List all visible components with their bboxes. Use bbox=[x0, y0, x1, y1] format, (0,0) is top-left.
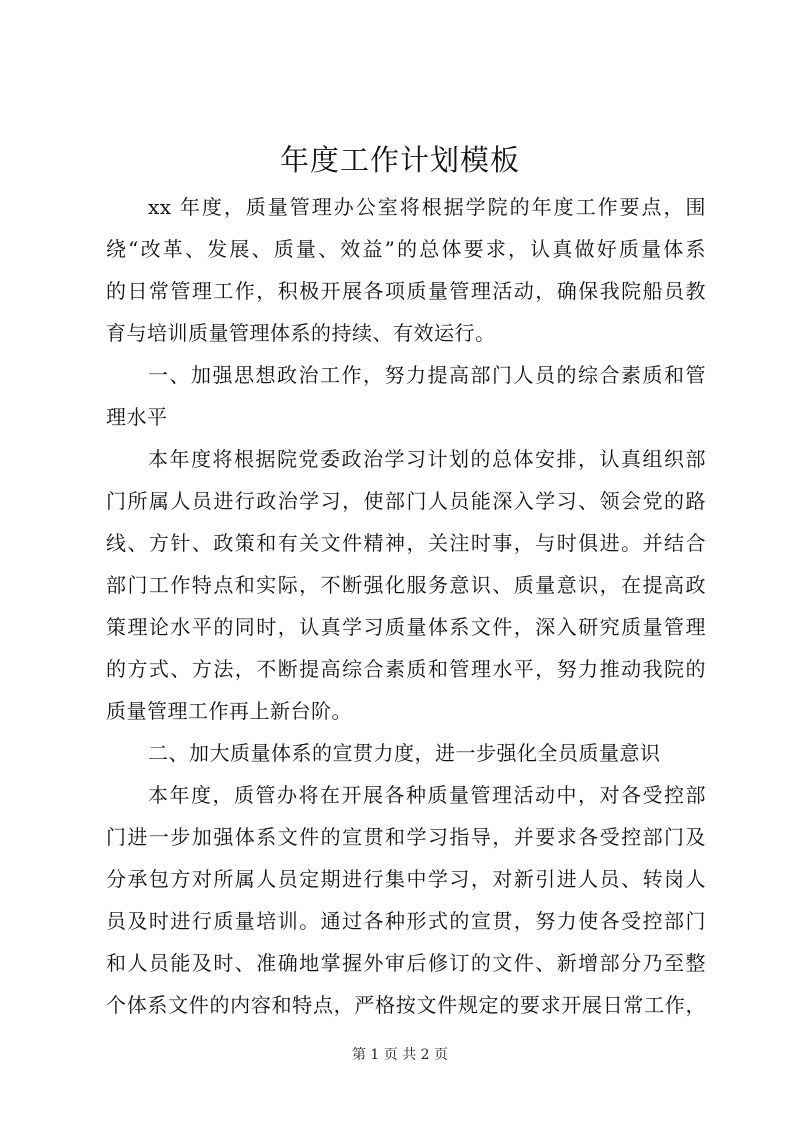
text-line: 门所属人员进行政治学习，使部门人员能深入学习、领会党的路 bbox=[106, 489, 706, 513]
text-line: 门进一步加强体系文件的宣贯和学习指导，并要求各受控部门及 bbox=[106, 825, 706, 849]
text-line: 员及时进行质量培训。通过各种形式的宣贯，努力使各受控部门 bbox=[106, 909, 706, 933]
text-line: 的方式、方法，不断提高综合素质和管理水平，努力推动我院的 bbox=[106, 657, 706, 681]
text-line: 本年度，质管办将在开展各种质量管理活动中，对各受控部 bbox=[148, 783, 706, 807]
text-line: 质量管理工作再上新台阶。 bbox=[106, 699, 352, 723]
text-line: 育与培训质量管理体系的持续、有效运行。 bbox=[106, 321, 496, 345]
text-line: 理水平 bbox=[106, 405, 168, 429]
text-line: 线、方针、政策和有关文件精神，关注时事，与时俱进。并结合 bbox=[106, 531, 706, 555]
text-line: 二、加大质量体系的宣贯力度，进一步强化全员质量意识 bbox=[148, 741, 661, 765]
section-heading-2 bbox=[106, 732, 706, 774]
text-line: 的日常管理工作，积极开展各项质量管理活动，确保我院船员教 bbox=[106, 279, 706, 303]
text-line: 和人员能及时、准确地掌握外审后修订的文件、新增部分乃至整 bbox=[106, 951, 706, 975]
text-line: 一、加强思想政治工作，努力提高部门人员的综合素质和管 bbox=[148, 363, 706, 387]
section-heading-1 bbox=[106, 354, 706, 438]
document-title: 年度工作计划模板 bbox=[279, 143, 520, 177]
document-body bbox=[106, 186, 706, 1026]
text-line: 本年度将根据院党委政治学习计划的总体安排，认真组织部 bbox=[148, 447, 706, 471]
text-line: 策理论水平的同时，认真学习质量体系文件，深入研究质量管理 bbox=[106, 615, 706, 639]
text-line: 绕“改革、发展、质量、效益”的总体要求，认真做好质量体系 bbox=[106, 237, 706, 261]
paragraph-intro bbox=[106, 186, 706, 354]
text-line: 个体系文件的内容和特点，严格按文件规定的要求开展日常工作， bbox=[106, 993, 706, 1017]
text-line: 分承包方对所属人员定期进行集中学习，对新引进人员、转岗人 bbox=[106, 867, 706, 891]
page-footer: 第 1 页 共 2 页 bbox=[351, 1047, 449, 1063]
text-line: xx 年度，质量管理办公室将根据学院的年度工作要点，围 bbox=[148, 195, 706, 219]
paragraph-section-2 bbox=[106, 774, 706, 1026]
text-line: 部门工作特点和实际，不断强化服务意识、质量意识，在提高政 bbox=[106, 573, 706, 597]
paragraph-section-1 bbox=[106, 438, 706, 732]
